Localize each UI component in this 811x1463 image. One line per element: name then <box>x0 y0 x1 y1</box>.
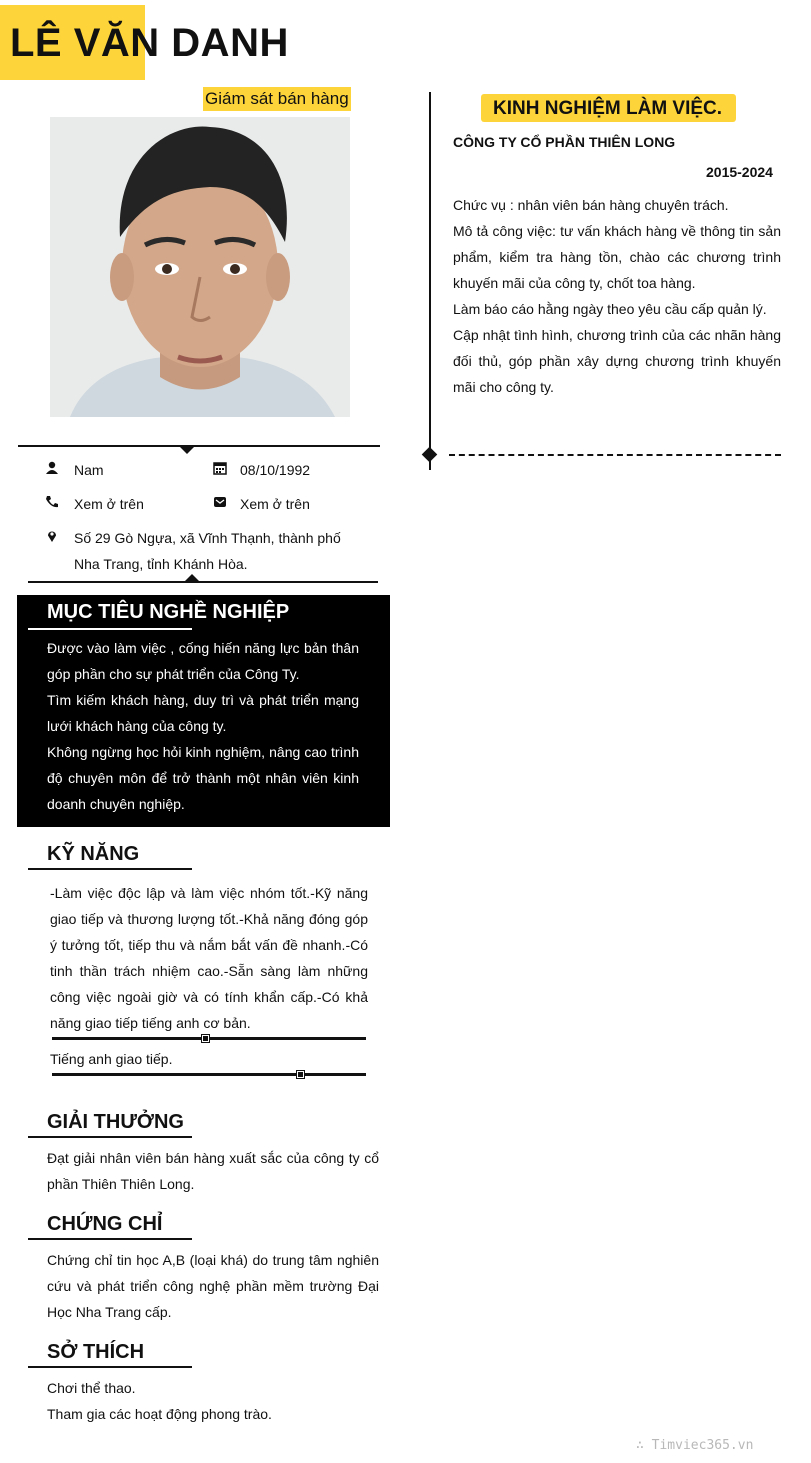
certificates-title-underline <box>28 1238 192 1240</box>
objective-title-underline <box>28 628 192 630</box>
experience-line: Mô tả công việc: tư vấn khách hàng về thông tin sản phẩm, kiểm tra hàng tồn, chào các chương trình khuyến mãi của công ty, chốt toa hàng. <box>453 223 781 291</box>
experience-description <box>453 192 781 400</box>
hobby-item: Chơi thể thao. <box>47 1380 136 1396</box>
objective-title: MỤC TIÊU NGHỀ NGHIỆP <box>47 601 290 623</box>
timeline-line <box>429 92 431 470</box>
experience-title: KINH NGHIỆM LÀM VIỆC. <box>493 98 723 119</box>
objective-line: Tìm kiếm khách hàng, duy trì và phát triển mạng lưới khách hàng của công ty. <box>47 692 359 734</box>
email-value: Xem ở trên <box>240 496 310 512</box>
skills-title: KỸ NĂNG <box>47 843 140 865</box>
hobby-item: Tham gia các hoạt động phong trào. <box>47 1406 272 1422</box>
objective-text <box>47 635 359 817</box>
company-name: CÔNG TY CỔ PHẦN THIÊN LONG <box>453 134 676 150</box>
objective-line: Không ngừng học hỏi kinh nghiệm, nâng cao trình độ chuyên môn để trở thành một nhân viên kinh doanh chuyên nghiệp. <box>47 744 359 812</box>
hobbies-title-underline <box>28 1366 192 1368</box>
hobbies-text <box>47 1375 379 1427</box>
skill-2-bar-track <box>52 1073 366 1076</box>
candidate-name: LÊ VĂN DANH <box>10 21 289 65</box>
gender-value: Nam <box>74 462 104 478</box>
location-icon <box>45 529 59 543</box>
hobbies-title: SỞ THÍCH <box>47 1341 145 1363</box>
career-objective-section <box>17 595 390 827</box>
objective-line: Được vào làm việc , cống hiến năng lực bản thân góp phần cho sự phát triển của Công Ty. <box>47 640 359 682</box>
job-title: Giám sát bán hàng <box>203 87 351 111</box>
portrait-image <box>50 117 350 417</box>
certificates-title: CHỨNG CHỈ <box>47 1213 163 1235</box>
certificates-text: Chứng chỉ tin học A,B (loại khá) do trung tâm nghiên cứu và phát triển công nghệ phần mềm trường Đại Học Nha Trang cấp. <box>47 1252 379 1320</box>
profile-photo <box>50 117 350 417</box>
contact-top-arrow <box>179 446 195 454</box>
contact-bottom-divider <box>28 581 378 583</box>
awards-title: GIẢI THƯỞNG <box>47 1111 184 1133</box>
skill-1-text: -Làm việc độc lập và làm việc nhóm tốt.-Kỹ năng giao tiếp và thương lượng tốt.-Khả năng đóng góp ý tưởng tốt, tiếp thu và nắm bắt vấn đề nhanh.-Có tinh thần trách nhiệm cao.-Sẵn sàng làm những công việc ngoài giờ và có tính khẩn cấp.-Có khả năng giao tiếp tiếng anh cơ bản. <box>50 885 368 1031</box>
skill-1-bar-knob <box>201 1034 210 1043</box>
phone-icon <box>45 495 59 509</box>
experience-line: Làm báo cáo hằng ngày theo yêu cầu cấp quản lý. <box>453 301 767 317</box>
awards-text: Đạt giải nhân viên bán hàng xuất sắc của công ty cổ phần Thiên Thiên Long. <box>47 1150 379 1192</box>
birthday-value: 08/10/1992 <box>240 462 311 478</box>
skill-2-rating-bar <box>52 1070 366 1079</box>
work-years: 2015-2024 <box>706 164 773 180</box>
address-line-2: Nha Trang, tỉnh Khánh Hòa. <box>74 556 248 572</box>
user-icon <box>45 461 59 475</box>
experience-line: Cập nhật tình hình, chương trình của các nhãn hàng đối thủ, góp phần xây dựng chương trình khuyến mãi cho công ty. <box>453 327 781 395</box>
phone-value: Xem ở trên <box>74 496 144 512</box>
experience-dashed-divider <box>449 454 781 456</box>
experience-line: Chức vụ : nhân viên bán hàng chuyên trách. <box>453 197 729 213</box>
skill-2-text: Tiếng anh giao tiếp. <box>50 1051 173 1067</box>
skill-1-rating-bar <box>52 1034 366 1043</box>
timeline-diamond <box>422 447 438 463</box>
contact-top-divider <box>18 445 380 447</box>
email-icon <box>213 495 227 509</box>
calendar-icon <box>213 461 227 475</box>
skills-title-underline <box>28 868 192 870</box>
address-line-1: Số 29 Gò Ngựa, xã Vĩnh Thạnh, thành phố <box>74 530 341 546</box>
site-watermark: ∴ Timviec365.vn <box>636 1438 754 1453</box>
awards-title-underline <box>28 1136 192 1138</box>
skill-2-bar-knob <box>296 1070 305 1079</box>
